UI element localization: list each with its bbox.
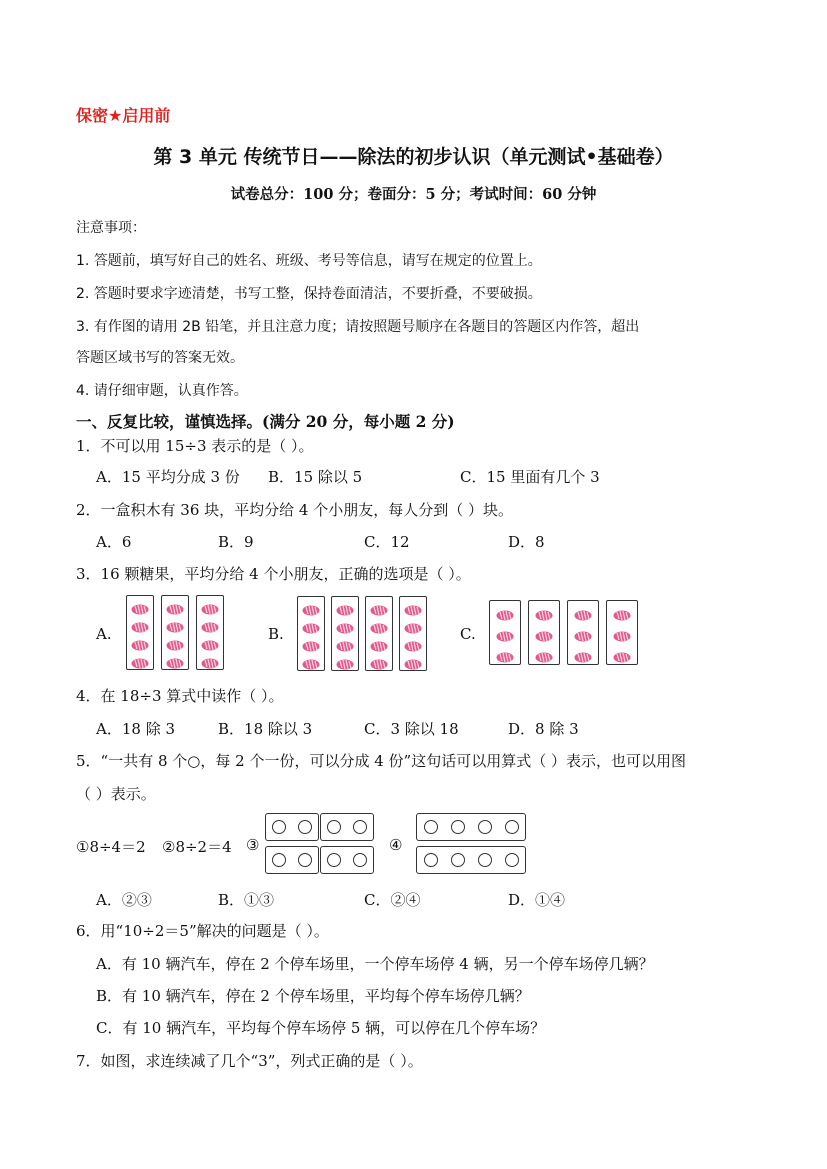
- q5-item-3-label: ③: [246, 836, 260, 854]
- candy-icon: [302, 601, 320, 612]
- candy-icon: [336, 619, 354, 630]
- circle-group-box: [320, 846, 374, 874]
- question-5-stem: 5．“一共有 8 个○，每 2 个一份，可以分成 4 份”这句话可以用算式（ ）表示，也可以用图: [76, 752, 686, 770]
- candy-icon: [613, 627, 631, 638]
- confidential-label: 保密★启用前: [76, 106, 171, 125]
- candy-icon: [166, 654, 184, 665]
- circle-group-box: [265, 813, 319, 841]
- candy-icon: [370, 601, 388, 612]
- q1-option-b[interactable]: B．15 除以 5: [268, 468, 363, 486]
- q5-option-c[interactable]: C．②④: [364, 891, 421, 909]
- note-item: 答题区域书写的答案无效。: [76, 350, 244, 366]
- candy-icon: [131, 636, 149, 647]
- circle-icon: [505, 853, 519, 867]
- candy-icon: [496, 627, 514, 638]
- candy-icon: [201, 636, 219, 647]
- candy-icon: [370, 655, 388, 666]
- q4-option-d[interactable]: D．8 除 3: [508, 720, 579, 738]
- candy-icon: [370, 619, 388, 630]
- candy-icon: [336, 655, 354, 666]
- q6-option-c[interactable]: C．有 10 辆汽车，平均每个停车场停 5 辆，可以停在几个停车场？: [96, 1019, 546, 1037]
- q3-option-b[interactable]: B.: [268, 625, 284, 643]
- candy-icon: [404, 601, 422, 612]
- question-3-stem: 3．16 颗糖果，平均分给 4 个小朋友，正确的选项是（ ）。: [76, 565, 471, 583]
- notes-heading: 注意事项：: [76, 220, 146, 236]
- candy-card: [196, 595, 224, 670]
- q5-item-2: ②8÷2＝4: [162, 838, 232, 856]
- circle-icon: [478, 853, 492, 867]
- candy-card: [606, 600, 638, 665]
- circle-icon: [505, 820, 519, 834]
- candy-icon: [574, 606, 592, 617]
- candy-card: [331, 596, 359, 671]
- q1-option-c[interactable]: C．15 里面有几个 3: [460, 468, 600, 486]
- circle-icon: [424, 853, 438, 867]
- question-4-stem: 4．在 18÷3 算式中读作（ ）。: [76, 687, 284, 705]
- section-heading: 一、反复比较，谨慎选择。(满分 20 分，每小题 2 分): [76, 412, 455, 431]
- circle-group-box: [265, 846, 319, 874]
- circle-icon: [298, 820, 312, 834]
- circle-icon: [298, 853, 312, 867]
- candy-card: [489, 600, 521, 665]
- candy-card: [365, 596, 393, 671]
- candy-icon: [201, 600, 219, 611]
- candy-icon: [201, 654, 219, 665]
- candy-icon: [131, 618, 149, 629]
- circle-icon: [478, 820, 492, 834]
- candy-icon: [131, 600, 149, 611]
- candy-card: [528, 600, 560, 665]
- circle-icon: [327, 853, 341, 867]
- candy-icon: [574, 648, 592, 659]
- candy-icon: [166, 636, 184, 647]
- candy-icon: [302, 619, 320, 630]
- note-item: 2. 答题时要求字迹清楚，书写工整，保持卷面清洁，不要折叠，不要破损。: [76, 286, 542, 302]
- question-2-stem: 2．一盒积木有 36 块，平均分给 4 个小朋友，每人分到（ ）块。: [76, 501, 514, 519]
- circle-icon: [272, 853, 286, 867]
- candy-card: [297, 596, 325, 671]
- circle-group-box: [416, 813, 526, 841]
- candy-card: [399, 596, 427, 671]
- candy-icon: [613, 648, 631, 659]
- question-5-stem-cont: （ ）表示。: [76, 785, 156, 803]
- q4-option-b[interactable]: B．18 除以 3: [218, 720, 313, 738]
- circle-group-box: [416, 846, 526, 874]
- candy-icon: [302, 637, 320, 648]
- note-item: 3. 有作图的请用 2B 铅笔，并且注意力度；请按照题号顺序在各题目的答题区内作答，超出: [76, 319, 640, 335]
- candy-card: [161, 595, 189, 670]
- circle-icon: [327, 820, 341, 834]
- circle-icon: [353, 853, 367, 867]
- q5-item-4-label: ④: [389, 836, 403, 854]
- q2-option-a[interactable]: A．6: [96, 533, 132, 551]
- candy-icon: [535, 627, 553, 638]
- q6-option-b[interactable]: B．有 10 辆汽车，停在 2 个停车场里，平均每个停车场停几辆？: [96, 987, 530, 1005]
- q2-option-b[interactable]: B．9: [218, 533, 254, 551]
- circle-icon: [451, 853, 465, 867]
- circle-group-box: [320, 813, 374, 841]
- candy-card: [126, 595, 154, 670]
- question-1-stem: 1．不可以用 15÷3 表示的是（ ）。: [76, 437, 314, 455]
- question-6-stem: 6．用“10÷2＝5”解决的问题是（ ）。: [76, 922, 329, 940]
- q2-option-c[interactable]: C．12: [364, 533, 410, 551]
- candy-icon: [336, 637, 354, 648]
- q5-option-d[interactable]: D．①④: [508, 891, 566, 909]
- circle-icon: [272, 820, 286, 834]
- q5-option-b[interactable]: B．①③: [218, 891, 275, 909]
- candy-icon: [370, 637, 388, 648]
- question-7-stem: 7．如图，求连续减了几个“3”，列式正确的是（ ）。: [76, 1052, 423, 1070]
- q3-option-a[interactable]: A.: [96, 625, 112, 643]
- candy-icon: [496, 648, 514, 659]
- q2-option-d[interactable]: D．8: [508, 533, 545, 551]
- note-item: 4. 请仔细审题，认真作答。: [76, 383, 248, 399]
- candy-icon: [404, 637, 422, 648]
- q5-option-a[interactable]: A．②③: [96, 891, 152, 909]
- candy-icon: [613, 606, 631, 617]
- q5-item-1: ①8÷4＝2: [76, 838, 146, 856]
- exam-info: 试卷总分：100 分；卷面分：5 分；考试时间：60 分钟: [230, 186, 597, 203]
- circle-icon: [451, 820, 465, 834]
- candy-icon: [166, 618, 184, 629]
- q3-option-c[interactable]: C.: [460, 625, 476, 643]
- candy-icon: [201, 618, 219, 629]
- note-item: 1. 答题前，填写好自己的姓名、班级、考号等信息，请写在规定的位置上。: [76, 253, 542, 269]
- q6-option-a[interactable]: A．有 10 辆汽车，停在 2 个停车场里，一个停车场停 4 辆，另一个停车场停几辆？: [96, 955, 654, 973]
- candy-icon: [302, 655, 320, 666]
- candy-icon: [404, 655, 422, 666]
- candy-icon: [496, 606, 514, 617]
- q4-option-a[interactable]: A．18 除 3: [96, 720, 175, 738]
- q4-option-c[interactable]: C．3 除以 18: [364, 720, 459, 738]
- candy-icon: [131, 654, 149, 665]
- candy-icon: [166, 600, 184, 611]
- candy-icon: [535, 606, 553, 617]
- circle-icon: [353, 820, 367, 834]
- circle-icon: [424, 820, 438, 834]
- candy-icon: [404, 619, 422, 630]
- q1-option-a[interactable]: A．15 平均分成 3 份: [96, 468, 240, 486]
- candy-icon: [336, 601, 354, 612]
- candy-icon: [574, 627, 592, 638]
- candy-icon: [535, 648, 553, 659]
- candy-card: [567, 600, 599, 665]
- page-title: 第 3 单元 传统节日——除法的初步认识（单元测试•基础卷）: [153, 146, 674, 168]
